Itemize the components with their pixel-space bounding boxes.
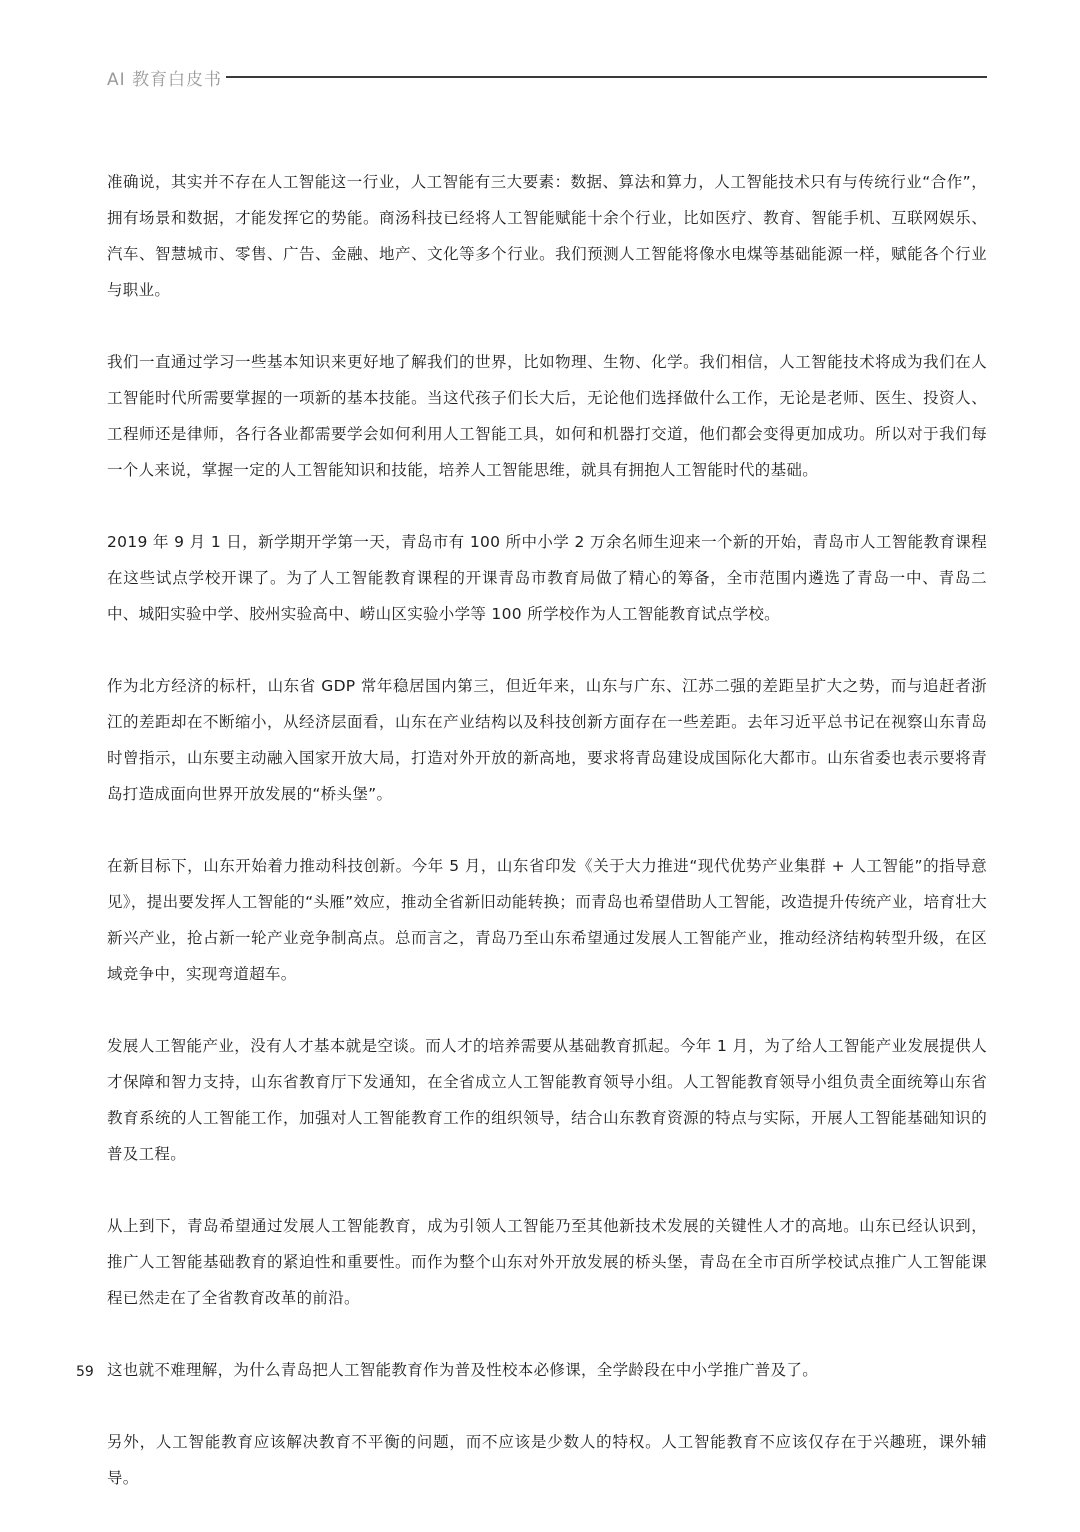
paragraph: 在新目标下，山东开始着力推动科技创新。今年 5 月，山东省印发《关于大力推进“现代优势产业集群 + 人工智能”的指导意见》，提出要发挥人工智能的“头雁”效应，推动全省新旧动能转换；而青岛也希望借助人工智能，改造提升传统产业，培育壮大新兴产业，抢占新一轮产业竞争制高点。总而言之，青岛乃至山东希望通过发展人工智能产业，推动经济结构转型升级，在区域竞争中，实现弯道超车。 (107, 857, 987, 983)
body-text (107, 164, 987, 1532)
header-title: AI 教育白皮书 (107, 69, 223, 90)
paragraph: 发展人工智能产业，没有人才基本就是空谈。而人才的培养需要从基础教育抓起。今年 1 月，为了给人工智能产业发展提供人才保障和智力支持，山东省教育厅下发通知，在全省成立人工智能教育领导小组。人工智能教育领导小组负责全面统筹山东省教育系统的人工智能工作，加强对人工智能教育工作的组织领导，结合山东教育资源的特点与实际，开展人工智能基础知识的普及工程。 (107, 1037, 987, 1163)
header-rule (226, 76, 987, 78)
paragraph: 另外，人工智能教育应该解决教育不平衡的问题，而不应该是少数人的特权。人工智能教育不应该仅存在于兴趣班，课外辅导。 (107, 1433, 987, 1487)
page-header (107, 62, 987, 92)
paragraph: 准确说，其实并不存在人工智能这一行业，人工智能有三大要素：数据、算法和算力，人工智能技术只有与传统行业“合作”，拥有场景和数据，才能发挥它的势能。商汤科技已经将人工智能赋能十余个行业，比如医疗、教育、智能手机、互联网娱乐、汽车、智慧城市、零售、广告、金融、地产、文化等多个行业。我们预测人工智能将像水电煤等基础能源一样，赋能各个行业与职业。 (107, 173, 987, 299)
paragraph: 作为北方经济的标杆，山东省 GDP 常年稳居国内第三，但近年来，山东与广东、江苏二强的差距呈扩大之势，而与追赶者浙江的差距却在不断缩小，从经济层面看，山东在产业结构以及科技创新方面存在一些差距。去年习近平总书记在视察山东青岛时曾指示，山东要主动融入国家开放大局，打造对外开放的新高地，要求将青岛建设成国际化大都市。山东省委也表示要将青岛打造成面向世界开放发展的“桥头堡”。 (107, 677, 987, 803)
paragraph: 这也就不难理解，为什么青岛把人工智能教育作为普及性校本必修课，全学龄段在中小学推广普及了。 (107, 1361, 819, 1379)
page-number: 59 (76, 1364, 94, 1380)
paragraph: 从上到下，青岛希望通过发展人工智能教育，成为引领人工智能乃至其他新技术发展的关键性人才的高地。山东已经认识到，推广人工智能基础教育的紧迫性和重要性。而作为整个山东对外开放发展的桥头堡，青岛在全市百所学校试点推广人工智能课程已然走在了全省教育改革的前沿。 (107, 1217, 987, 1307)
paragraph: 2019 年 9 月 1 日，新学期开学第一天，青岛市有 100 所中小学 2 万余名师生迎来一个新的开始，青岛市人工智能教育课程在这些试点学校开课了。为了人工智能教育课程的开课青岛市教育局做了精心的筹备，全市范围内遴选了青岛一中、青岛二中、城阳实验中学、胶州实验高中、崂山区实验小学等 100 所学校作为人工智能教育试点学校。 (107, 533, 987, 623)
paragraph: 我们一直通过学习一些基本知识来更好地了解我们的世界，比如物理、生物、化学。我们相信，人工智能技术将成为我们在人工智能时代所需要掌握的一项新的基本技能。当这代孩子们长大后，无论他们选择做什么工作，无论是老师、医生、投资人、工程师还是律师，各行各业都需要学会如何利用人工智能工具，如何和机器打交道，他们都会变得更加成功。所以对于我们每一个人来说，掌握一定的人工智能知识和技能，培养人工智能思维，就具有拥抱人工智能时代的基础。 (107, 353, 987, 479)
